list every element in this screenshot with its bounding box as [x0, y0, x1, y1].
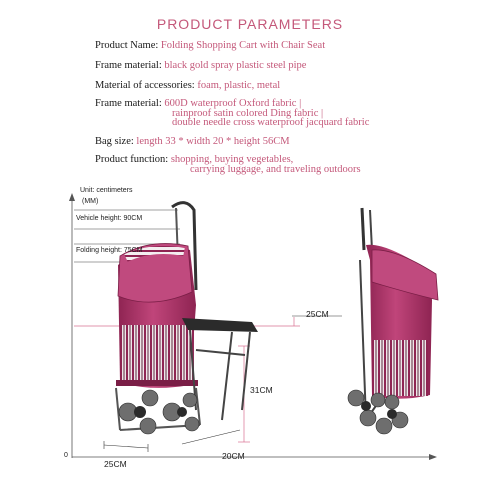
base-width-dimension-label: 25CM — [104, 459, 127, 469]
param-value: 600D waterproof Oxford fabric | — [164, 98, 302, 109]
unit-label: Unit: centimeters — [80, 187, 133, 194]
param-fabric-cont-2: double needle cross waterproof jacquard fabric — [172, 117, 370, 128]
param-label: Product function: — [95, 154, 171, 165]
param-label: Material of accessories: — [95, 80, 198, 91]
depth-dimension-label: 25CM — [306, 309, 329, 319]
param-label: Frame material: — [95, 98, 165, 109]
cart-front-view — [116, 203, 258, 434]
param-value: length 33 * width 20 * height 56CM — [136, 136, 290, 147]
param-label: Product Name: — [95, 40, 161, 51]
param-value: foam, plastic, metal — [197, 80, 281, 91]
param-value: Folding Shopping Cart with Chair Seat — [160, 40, 326, 51]
param-function-cont: carrying luggage, and traveling outdoors — [190, 164, 361, 175]
param-label: Frame material: — [95, 60, 165, 71]
seat-height-dimension-label: 31CM — [250, 385, 273, 395]
axis-origin-label: 0 — [64, 452, 68, 459]
folding-height-label: Folding height: 75CM — [76, 247, 143, 254]
param-fabric-cont-1: rainproof satin colored Ding fabric | — [172, 108, 324, 119]
unit-sub-label: (MM) — [82, 198, 99, 205]
param-value: shopping, buying vegetables, — [170, 154, 294, 165]
vehicle-height-label: Vehicle height: 90CM — [76, 215, 143, 222]
param-value: black gold spray plastic steel pipe — [164, 60, 307, 71]
param-label: Bag size: — [95, 136, 137, 147]
cart-side-view — [348, 208, 438, 434]
seat-width-dimension-label: 20CM — [222, 451, 245, 461]
page-title: PRODUCT PARAMETERS — [156, 16, 344, 32]
